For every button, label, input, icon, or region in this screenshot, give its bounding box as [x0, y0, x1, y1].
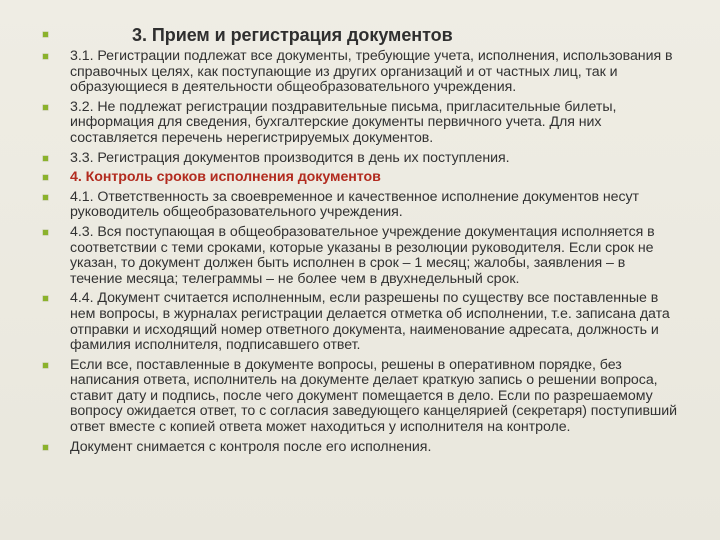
list-item-text: 4.1. Ответственность за своевременное и качественное исполнение документов несут руководитель общеобразовательного учреждения.	[70, 188, 640, 221]
bullet-marker	[43, 445, 48, 450]
section-heading: 4. Контроль сроков исполнения документов	[70, 169, 381, 186]
list-item-text: 3.1. Регистрации подлежат все документы, требующие учета, исполнения, использования в справочных целях, как поступающие из других организаций и от частных лиц, так и образующиеся в деятельности общеобразовательного учреждения.	[70, 48, 673, 96]
list-item-text: 3.2. Не подлежат регистрации поздравительные письма, пригласительные билеты, информация для сведения, бухгалтерские документы первичного учета. Для них составляется перечень нерегистрируемых документов.	[70, 98, 617, 146]
list-item-text: 3.3. Регистрация документов производится в день их поступления.	[70, 149, 510, 166]
list-item	[43, 190, 677, 221]
list-item-text: Документ снимается с контроля после его исполнения.	[70, 438, 432, 455]
bullet-marker	[43, 230, 48, 235]
list-item-text: Если все, поставленные в документе вопросы, решены в оперативном порядке, без написания ответа, исполнитель на документе делает краткую запись о решении вопроса, ставит дату и подпись, после чего документ помещается в дело. Если по разрешаемому вопросу ожидается ответ, то с согласия заведующего канцелярией (секретаря) поступивший ответ вместе с копией ответа может находиться у исполнителя на контроле.	[70, 356, 678, 436]
list-item	[43, 440, 677, 456]
bullet-marker	[43, 32, 48, 37]
slide-title-row	[43, 25, 677, 45]
list-item	[43, 225, 677, 287]
list-item	[43, 358, 677, 436]
bullet-marker	[43, 175, 48, 180]
list-item	[43, 291, 677, 353]
bullet-marker	[43, 54, 48, 59]
list-item-text: 4.3. Вся поступающая в общеобразовательное учреждение документация исполняется в соответствии с теми сроками, которые указаны в резолюции руководителя. Если срок не указан, то документ должен быть исполнен в срок – 1 месяц; жалобы, заявления – в течение месяца; телеграммы – не более чем в двухнедельный срок.	[70, 223, 655, 287]
list-item	[43, 100, 677, 147]
bullet-list	[43, 25, 677, 455]
bullet-marker	[43, 296, 48, 301]
bullet-marker	[43, 363, 48, 368]
bullet-marker	[43, 105, 48, 110]
bullet-marker	[43, 156, 48, 161]
slide-title: 3. Прием и регистрация документов	[132, 25, 453, 45]
list-item	[43, 49, 677, 96]
section-heading-item	[43, 170, 677, 186]
bullet-marker	[43, 195, 48, 200]
list-item	[43, 151, 677, 167]
list-item-text: 4.4. Документ считается исполненным, если разрешены по существу все поставленные в нем вопросы, в журналах регистрации делается отметка об исполнении, т.е. записана дата отправки и исходящий номер ответного документа, наименование адресата, должность и фамилия исполнителя, подписавшего ответ.	[70, 290, 670, 354]
